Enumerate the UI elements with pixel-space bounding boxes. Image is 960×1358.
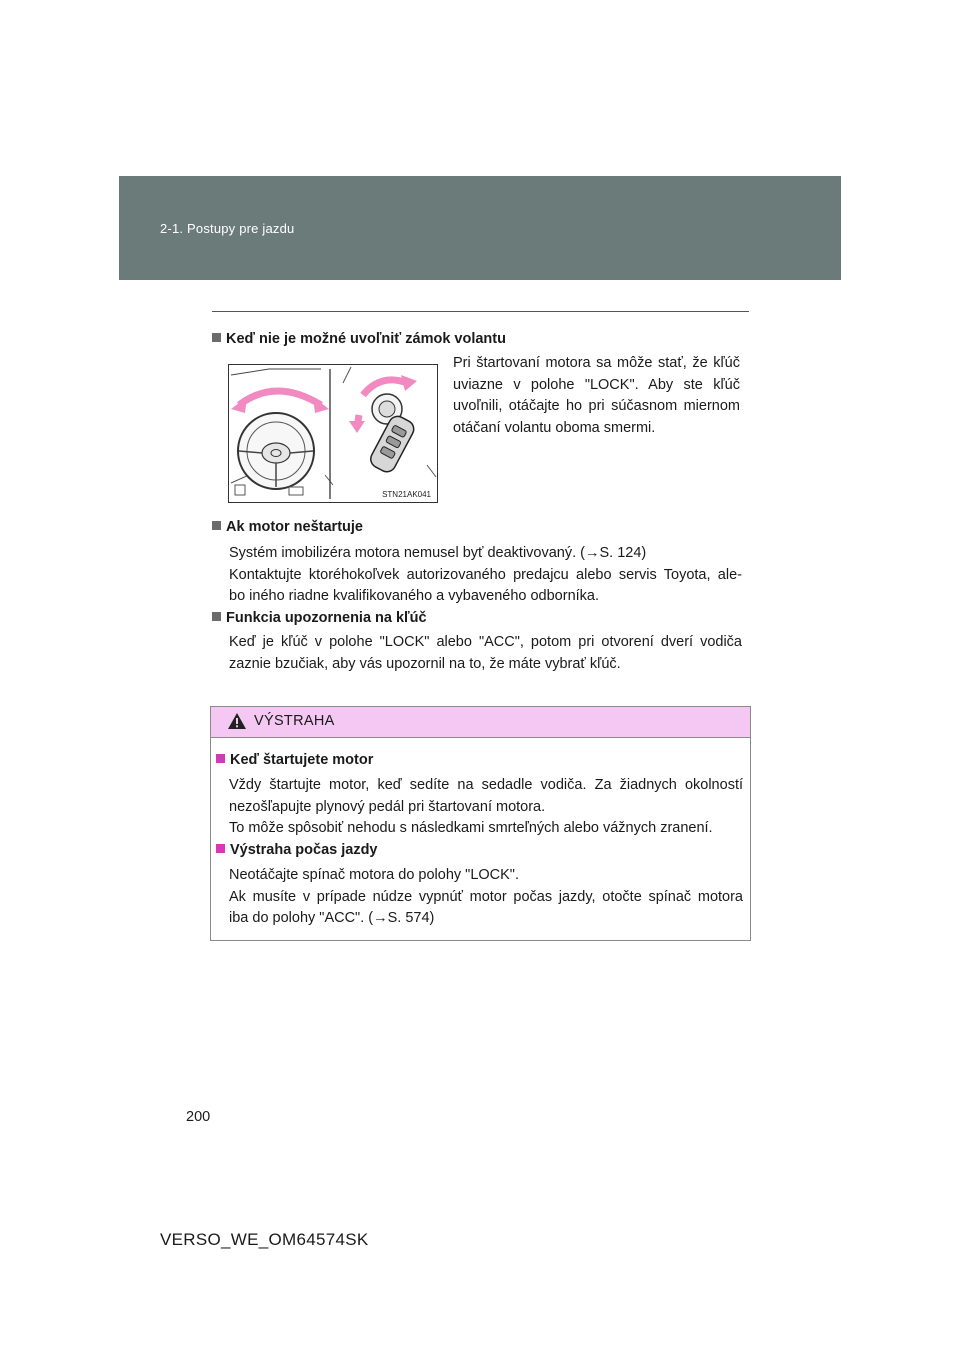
warning-header <box>211 707 750 738</box>
document-code: VERSO_WE_OM64574SK <box>160 1230 369 1249</box>
warning-box <box>210 706 751 941</box>
heading-key-reminder: Funkcia upozornenia na kľúč <box>212 608 427 628</box>
steering-lock-description: Pri štartovaní motora sa môže stať, že kľúč uviazne v polohe "LOCK". Aby ste kľúč uvoľnili, otáčajte ho pri súčasnom miernom otáčaní volantu oboma smermi. <box>453 355 740 436</box>
starting-engine-text: Vždy štartujte motor, keď sedíte na sedadle vodiča. Za žiadnych okolností nezošľapujte plynový pedál pri štartovaní motora. To môže spôsobiť nehodu s následkami smrteľných alebo vážnych zranení. <box>229 777 743 836</box>
warning-triangle-icon <box>228 713 246 729</box>
section-divider <box>212 311 749 312</box>
figure-code-label: STN21AK041 <box>382 490 431 499</box>
bullet-square-icon <box>216 754 225 763</box>
heading-engine-not-starting: Ak motor neštartuje <box>212 517 363 537</box>
heading-starting-engine: Keď štartujete motor <box>216 750 373 770</box>
page-number: 200 <box>186 1109 211 1125</box>
steering-key-illustration <box>228 364 438 503</box>
driving-warning-text: Neotáčajte spínač motora do polohy "LOCK". Ak musíte v prípade núdze vypnúť motor počas jazdy, otočte spínač motora iba do polohy "ACC". (→S. 574) <box>229 867 743 926</box>
engine-not-starting-text: Systém imobilizéra motora nemusel byť deaktivovaný. (→S. 124) Kontaktujte ktoréhokoľvek autorizovaného predajcu alebo servis Toyota, ale- bo iného riadne kvalifikovaného a vybaveného odborníka. <box>229 545 742 604</box>
warning-title: VÝSTRAHA <box>254 713 335 729</box>
heading-driving-warning: Výstraha počas jazdy <box>216 840 378 860</box>
bullet-square-icon <box>212 612 221 621</box>
key-reminder-text: Keď je kľúč v polohe "LOCK" alebo "ACC", potom pri otvorení dverí vodiča zaznie bzučiak, aby vás upozornil na to, že máte vybrať kľúč. <box>229 634 742 672</box>
steering-wheel-and-key-drawing <box>229 365 437 502</box>
heading-steering-lock: Keď nie je možné uvoľniť zámok volantu <box>212 329 506 349</box>
bullet-square-icon <box>212 333 221 342</box>
section-title: 2-1. Postupy pre jazdu <box>160 221 295 236</box>
bullet-square-icon <box>212 521 221 530</box>
bullet-square-icon <box>216 844 225 853</box>
